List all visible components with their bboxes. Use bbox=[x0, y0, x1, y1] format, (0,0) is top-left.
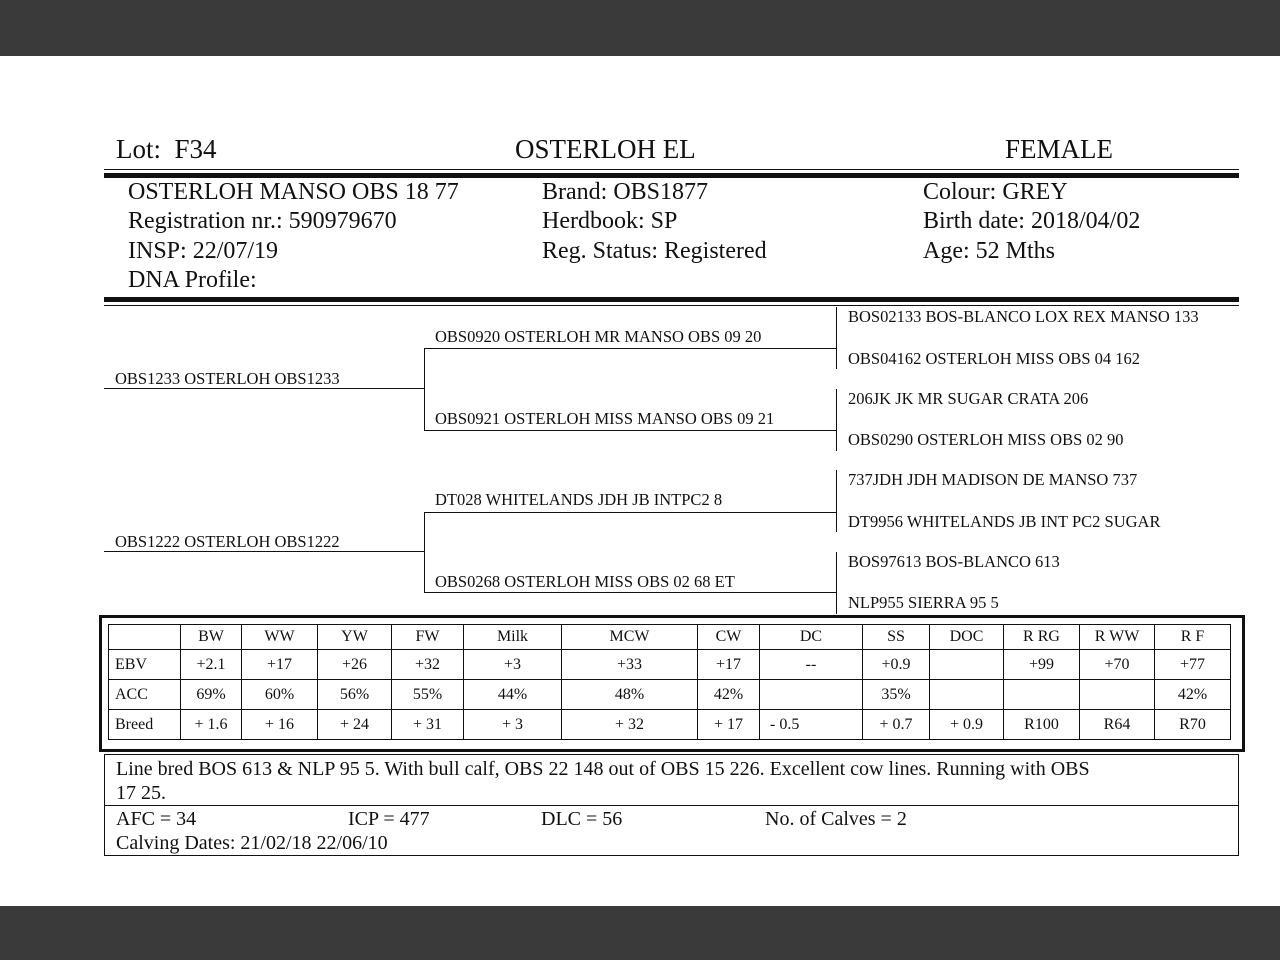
gg-name-3: 206JK JK MR SUGAR CRATA 206 bbox=[848, 389, 1089, 408]
gg-name-4: OBS0290 OSTERLOH MISS OBS 02 90 bbox=[848, 430, 1124, 449]
table-cell: 48% bbox=[562, 680, 698, 710]
table-cell bbox=[1004, 680, 1080, 710]
ebv-header-cell: R WW bbox=[1080, 625, 1155, 650]
remarks-line-1: Line bred BOS 613 & NLP 95 5. With bull calf, OBS 22 148 out of OBS 15 226. Excellent cow lines. Running with OBS bbox=[116, 758, 1090, 780]
table-cell bbox=[1080, 680, 1155, 710]
dna-profile: DNA Profile: bbox=[128, 267, 257, 293]
calves-count: No. of Calves = 2 bbox=[765, 808, 907, 830]
icp-value: ICP = 477 bbox=[348, 808, 430, 830]
table-cell: R70 bbox=[1155, 710, 1231, 740]
gg-bracket-4 bbox=[836, 552, 837, 614]
registration-number: Registration nr.: 590979670 bbox=[128, 208, 397, 234]
top-frame-bar bbox=[0, 0, 1280, 56]
table-cell: +77 bbox=[1155, 650, 1231, 680]
table-cell: +70 bbox=[1080, 650, 1155, 680]
table-cell bbox=[760, 680, 863, 710]
table-cell: R100 bbox=[1004, 710, 1080, 740]
table-cell: + 0.7 bbox=[863, 710, 930, 740]
header-rule-thick bbox=[104, 173, 1239, 178]
table-cell: + 1.6 bbox=[181, 710, 242, 740]
gg-name-5: 737JDH JDH MADISON DE MANSO 737 bbox=[848, 470, 1138, 489]
ebv-header-cell: Milk bbox=[464, 625, 562, 650]
table-cell: +2.1 bbox=[181, 650, 242, 680]
animal-name: OSTERLOH MANSO OBS 18 77 bbox=[128, 179, 459, 205]
age: Age: 52 Mths bbox=[923, 238, 1055, 264]
sire-dam-line bbox=[424, 430, 836, 431]
table-cell: 55% bbox=[392, 680, 464, 710]
afc-value: AFC = 34 bbox=[116, 808, 197, 830]
gg-name-6: DT9956 WHITELANDS JB INT PC2 SUGAR bbox=[848, 512, 1161, 531]
gg-name-1: BOS02133 BOS-BLANCO LOX REX MANSO 133 bbox=[848, 307, 1199, 326]
gg-bracket-1 bbox=[836, 307, 837, 369]
ebv-header-cell: R RG bbox=[1004, 625, 1080, 650]
ebv-header-cell: R F bbox=[1155, 625, 1231, 650]
animal-title: OSTERLOH EL bbox=[515, 134, 696, 164]
sire-dam-name: OBS0921 OSTERLOH MISS MANSO OBS 09 21 bbox=[435, 409, 775, 428]
table-cell: 35% bbox=[863, 680, 930, 710]
ebv-table bbox=[108, 624, 1231, 740]
sire-sire-name: OBS0920 OSTERLOH MR MANSO OBS 09 20 bbox=[435, 327, 762, 346]
lot-number: F34 bbox=[174, 134, 217, 164]
sire-name: OBS1233 OSTERLOH OBS1233 bbox=[115, 369, 340, 388]
ebv-header-cell: DOC bbox=[930, 625, 1004, 650]
table-cell: +17 bbox=[698, 650, 760, 680]
row-label: Breed bbox=[109, 710, 181, 740]
calving-dates: Calving Dates: 21/02/18 22/06/10 bbox=[116, 832, 388, 854]
table-cell: + 0.9 bbox=[930, 710, 1004, 740]
table-cell: +3 bbox=[464, 650, 562, 680]
gg-name-8: NLP955 SIERRA 95 5 bbox=[848, 593, 999, 612]
table-cell: +32 bbox=[392, 650, 464, 680]
table-cell: +33 bbox=[562, 650, 698, 680]
ebv-header-row bbox=[109, 625, 1231, 650]
lot-label-text: Lot: bbox=[116, 134, 161, 164]
ebv-header-cell: DC bbox=[760, 625, 863, 650]
table-cell: 42% bbox=[698, 680, 760, 710]
dam-sire-line bbox=[424, 512, 836, 513]
dam-name: OBS1222 OSTERLOH OBS1222 bbox=[115, 532, 340, 551]
table-cell: - 0.5 bbox=[760, 710, 863, 740]
dam-sire-name: DT028 WHITELANDS JDH JB INTPC2 8 bbox=[435, 490, 723, 509]
lot-label bbox=[116, 134, 217, 165]
birth-date: Birth date: 2018/04/02 bbox=[923, 208, 1141, 234]
header-rule-thin bbox=[104, 169, 1239, 170]
brand: Brand: OBS1877 bbox=[542, 179, 709, 205]
bottom-frame-bar bbox=[0, 906, 1280, 960]
ebv-row-acc bbox=[109, 680, 1231, 710]
ebv-header-cell: CW bbox=[698, 625, 760, 650]
ebv-header-cell: SS bbox=[863, 625, 930, 650]
table-cell: -- bbox=[760, 650, 863, 680]
table-cell: + 3 bbox=[464, 710, 562, 740]
table-cell bbox=[930, 680, 1004, 710]
ebv-header-cell: BW bbox=[181, 625, 242, 650]
table-cell: R64 bbox=[1080, 710, 1155, 740]
row-label: ACC bbox=[109, 680, 181, 710]
sire-sire-line bbox=[424, 348, 836, 349]
notes-separator bbox=[104, 805, 1239, 806]
table-cell: +17 bbox=[242, 650, 318, 680]
dam-dam-line bbox=[424, 592, 836, 593]
ebv-row-ebv bbox=[109, 650, 1231, 680]
sex-label: FEMALE bbox=[1005, 134, 1113, 164]
table-cell: 69% bbox=[181, 680, 242, 710]
gg-bracket-3 bbox=[836, 470, 837, 532]
ebv-header-cell: MCW bbox=[562, 625, 698, 650]
table-cell: + 32 bbox=[562, 710, 698, 740]
row-label: EBV bbox=[109, 650, 181, 680]
ebv-header-cell: FW bbox=[392, 625, 464, 650]
ebv-header-cell bbox=[109, 625, 181, 650]
dlc-value: DLC = 56 bbox=[541, 808, 623, 830]
ebv-row-breed bbox=[109, 710, 1231, 740]
sire-bracket bbox=[424, 348, 425, 431]
table-cell: +99 bbox=[1004, 650, 1080, 680]
ebv-header-cell: YW bbox=[318, 625, 392, 650]
gg-name-2: OBS04162 OSTERLOH MISS OBS 04 162 bbox=[848, 349, 1141, 368]
inspection-date: INSP: 22/07/19 bbox=[128, 238, 279, 264]
table-cell: +0.9 bbox=[863, 650, 930, 680]
table-cell: + 17 bbox=[698, 710, 760, 740]
info-rule-thick bbox=[104, 297, 1239, 302]
herdbook: Herdbook: SP bbox=[542, 208, 678, 234]
colour: Colour: GREY bbox=[923, 179, 1068, 205]
dam-dam-name: OBS0268 OSTERLOH MISS OBS 02 68 ET bbox=[435, 572, 735, 591]
table-cell: 56% bbox=[318, 680, 392, 710]
info-rule-thin bbox=[104, 305, 1239, 306]
table-cell: 60% bbox=[242, 680, 318, 710]
remarks-line-2: 17 25. bbox=[116, 782, 166, 804]
registration-status: Reg. Status: Registered bbox=[542, 238, 767, 264]
table-cell: 44% bbox=[464, 680, 562, 710]
table-cell: + 31 bbox=[392, 710, 464, 740]
table-cell: + 16 bbox=[242, 710, 318, 740]
gg-name-7: BOS97613 BOS-BLANCO 613 bbox=[848, 552, 1060, 571]
table-cell bbox=[930, 650, 1004, 680]
table-cell: + 24 bbox=[318, 710, 392, 740]
ebv-header-cell: WW bbox=[242, 625, 318, 650]
table-cell: +26 bbox=[318, 650, 392, 680]
gg-bracket-2 bbox=[836, 389, 837, 451]
dam-bracket bbox=[424, 512, 425, 593]
table-cell: 42% bbox=[1155, 680, 1231, 710]
